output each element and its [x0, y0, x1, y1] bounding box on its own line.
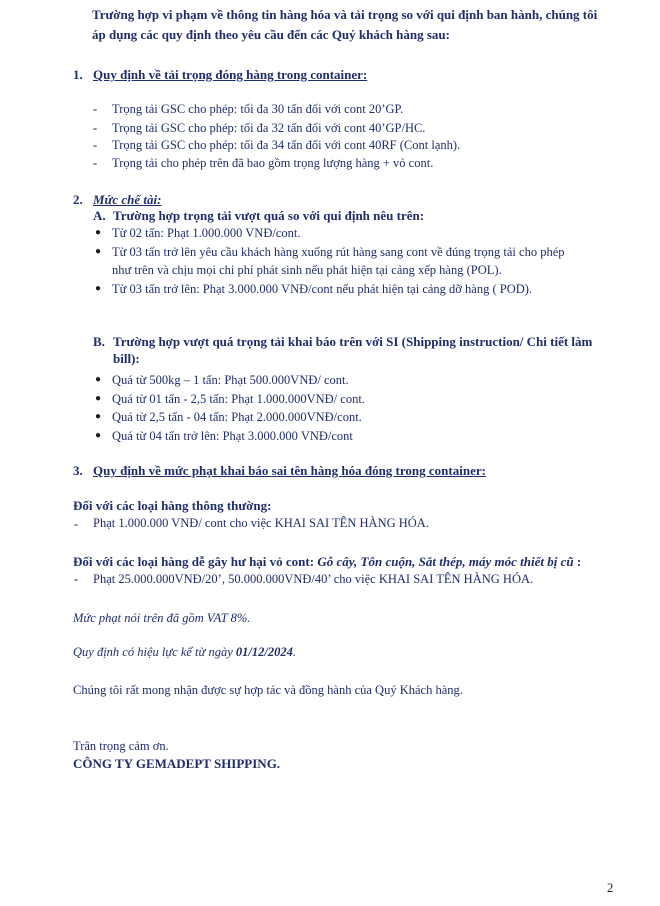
sec2b-item-2: Quá từ 01 tấn - 2,5 tấn: Phạt 1.000.000VNĐ/ cont.: [112, 392, 365, 406]
damaging-goods-heading-italic: Gỗ cây, Tôn cuộn, Sắt thép, máy móc thiết bị cũ: [317, 554, 574, 569]
damaging-goods-item: Phạt 25.000.000VNĐ/20’, 50.000.000VNĐ/40’ cho việc KHAI SAI TÊN HÀNG HÓA.: [93, 572, 534, 586]
subsection-b-title-line-2: bill):: [113, 351, 140, 366]
bullet-marker: ●: [95, 283, 102, 294]
section-3-title: Quy định về mức phạt khai báo sai tên hàng hóa đóng trong container:: [93, 463, 486, 478]
bullet-marker: ●: [95, 227, 102, 238]
sec2a-item-1: Từ 02 tấn: Phạt 1.000.000 VNĐ/cont.: [112, 226, 301, 240]
dash-marker: -: [74, 517, 79, 531]
sec1-item-2: Trọng tải GSC cho phép: tối đa 32 tấn đối với cont 40’GP/HC.: [112, 121, 426, 135]
dash-marker: -: [93, 102, 98, 116]
subsection-b-title-line-1: Trường hợp vượt quá trọng tải khai báo trên với SI (Shipping instruction/ Chi tiết làm: [113, 334, 593, 349]
effective-date-note: [73, 644, 296, 660]
section-3-number: 3.: [73, 463, 83, 478]
section-2-number: 2.: [73, 192, 83, 207]
sec2b-item-3: Quá từ 2,5 tấn - 04 tấn: Phạt 2.000.000VNĐ/cont.: [112, 410, 362, 424]
dash-marker: -: [93, 121, 98, 135]
thanks-text: Trân trọng cảm ơn.: [73, 739, 169, 753]
company-signature: CÔNG TY GEMADEPT SHIPPING.: [73, 756, 281, 771]
damaging-goods-heading: [73, 553, 581, 570]
dash-marker: -: [74, 572, 79, 586]
sec1-item-3: Trọng tải GSC cho phép: tối đa 34 tấn đối với cont 40RF (Cont lạnh).: [112, 138, 461, 152]
section-1-title: Quy định về tải trọng đóng hàng trong container:: [93, 67, 368, 82]
section-2-title: Mức chế tài:: [93, 192, 162, 207]
page-number: 2: [607, 881, 614, 895]
bullet-marker: ●: [95, 411, 102, 422]
dash-marker: -: [93, 156, 98, 170]
subsection-b-label: B.: [93, 334, 105, 349]
subsection-a-title: Trường hợp trọng tải vượt quá so với qui định nêu trên:: [113, 208, 425, 223]
normal-goods-item: Phạt 1.000.000 VNĐ/ cont cho việc KHAI SAI TÊN HÀNG HÓA.: [93, 516, 429, 530]
bullet-marker: ●: [95, 246, 102, 257]
sec1-item-1: Trọng tải GSC cho phép: tối đa 30 tấn đối với cont 20’GP.: [112, 102, 404, 116]
sec1-item-4: Trọng tải cho phép trên đã bao gồm trọng lượng hàng + vỏ cont.: [112, 156, 434, 170]
sec2a-item-3: Từ 03 tấn trở lên: Phạt 3.000.000 VNĐ/cont nếu phát hiện tại cảng dỡ hàng ( POD).: [112, 282, 533, 296]
closing-text: Chúng tôi rất mong nhận được sự hợp tác và đồng hành của Quý Khách hàng.: [73, 683, 463, 697]
subsection-a-label: A.: [93, 208, 106, 223]
intro-line-2: áp dụng các quy định theo yêu cầu đến các Quý khách hàng sau:: [92, 27, 450, 42]
effective-date: 01/12/2024: [235, 645, 293, 659]
bullet-marker: ●: [95, 430, 102, 441]
sec2a-item-2-line-1: Từ 03 tấn trở lên yêu cầu khách hàng xuống rút hàng sang cont về đúng trọng tải cho phép: [112, 245, 565, 259]
section-1-number: 1.: [73, 67, 83, 82]
effective-prefix: Quy định có hiệu lực kể từ ngày: [73, 645, 233, 659]
damaging-goods-heading-end: :: [576, 554, 582, 569]
intro-line-1: Trường hợp vi phạm về thông tin hàng hóa và tải trọng so với qui định ban hành, chúng tôi: [92, 7, 598, 22]
sec2b-item-1: Quá từ 500kg – 1 tấn: Phạt 500.000VNĐ/ cont.: [112, 373, 349, 387]
sec2a-item-2-line-2: như trên và chịu mọi chi phí phát sinh nếu phát hiện tại cảng xếp hàng (POL).: [112, 263, 502, 277]
bullet-marker: ●: [95, 393, 102, 404]
sec2b-item-4: Quá từ 04 tấn trở lên: Phạt 3.000.000 VNĐ/cont: [112, 429, 353, 443]
normal-goods-heading: Đối với các loại hàng thông thường:: [73, 498, 272, 513]
effective-suffix: .: [292, 645, 296, 659]
bullet-marker: ●: [95, 374, 102, 385]
damaging-goods-heading-bold: Đối với các loại hàng dễ gây hư hại vỏ cont:: [73, 554, 315, 569]
vat-note: Mức phạt nói trên đã gồm VAT 8%.: [73, 611, 251, 625]
dash-marker: -: [93, 138, 98, 152]
